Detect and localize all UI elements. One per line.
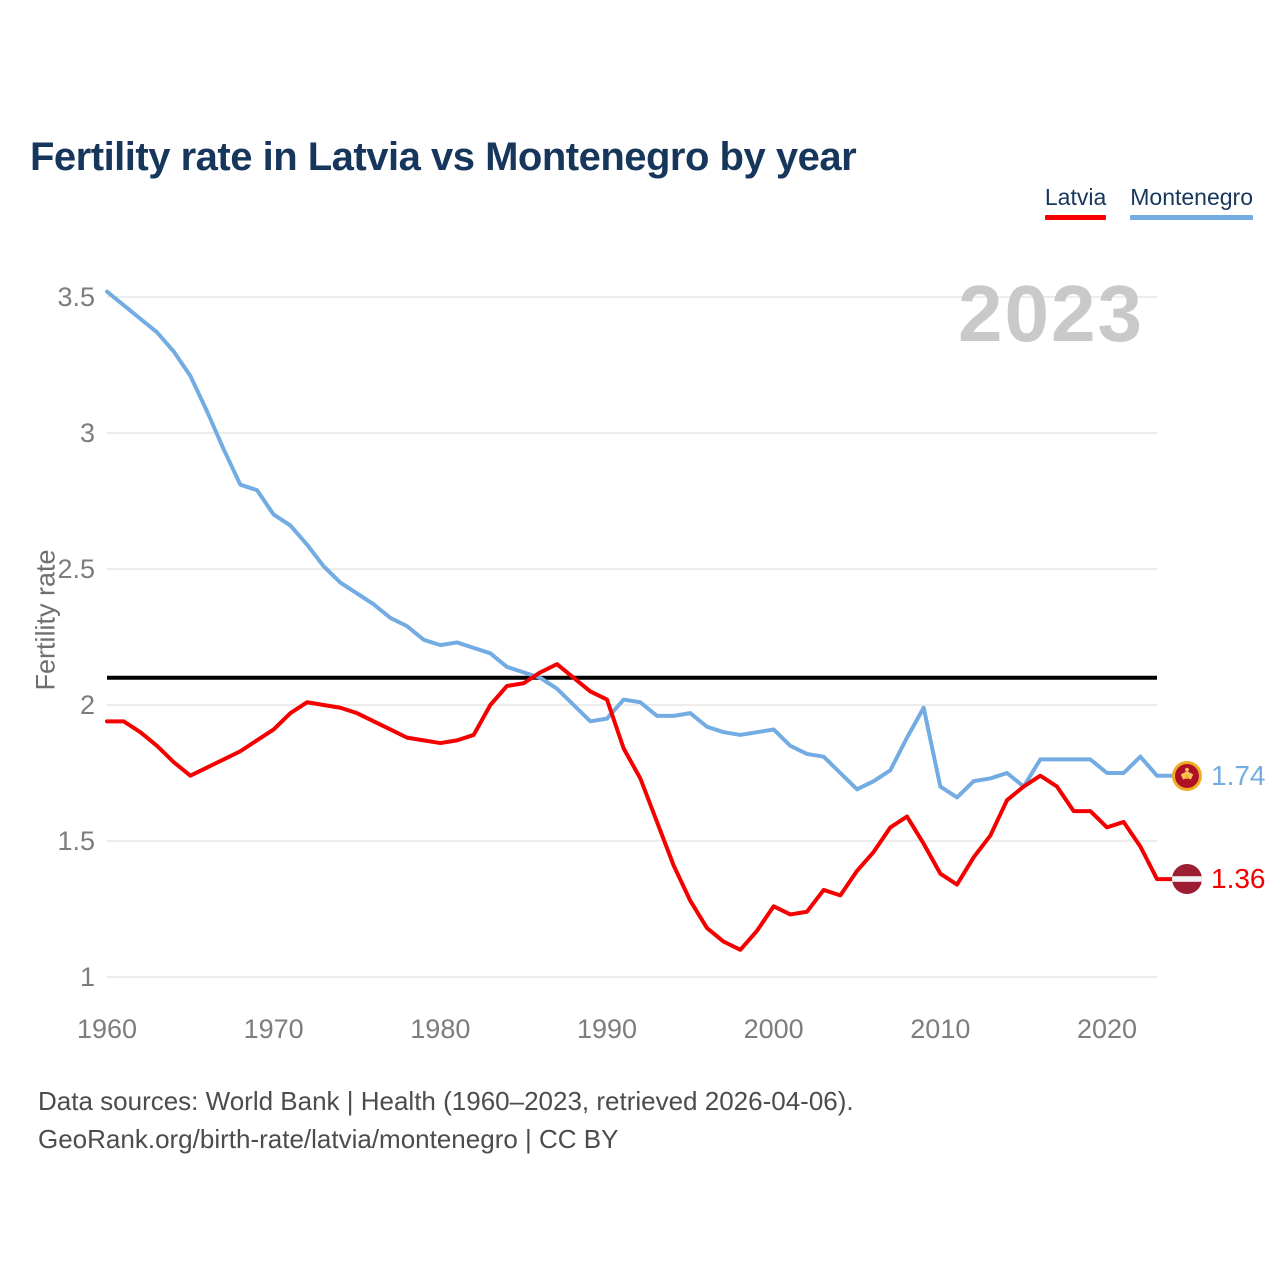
x-tick-label: 2000 [743,1014,804,1044]
x-tick-label: 1960 [76,1014,138,1044]
latvia-end-value: 1.36 [1211,863,1266,894]
footer-attribution: GeoRank.org/birth-rate/latvia/montenegro | CC BY [38,1124,619,1154]
watermark-year: 2023 [958,269,1144,358]
legend-label-latvia: Latvia [1044,184,1107,210]
latvia-flag-icon [1172,864,1202,894]
latvia-line [107,664,1172,950]
end-label-latvia [1172,863,1266,895]
y-tick-label: 3 [79,418,95,448]
montenegro-line [107,292,1172,798]
footer [38,1082,854,1158]
x-tick-label: 2010 [910,1014,971,1044]
y-tick-label: 2.5 [57,554,95,584]
y-tick-label: 2 [79,690,95,720]
legend-label-montenegro: Montenegro [1130,184,1253,210]
montenegro-end-value: 1.74 [1211,760,1266,791]
page-title: Fertility rate in Latvia vs Montenegro by year [30,134,857,179]
x-tick-label: 1970 [243,1014,304,1044]
x-tick-label: 1980 [410,1014,471,1044]
x-tick-label: 1990 [576,1014,638,1044]
y-tick-label: 1 [79,962,95,992]
x-tick-label: 2020 [1076,1014,1138,1044]
footer-sources: Data sources: World Bank | Health (1960–2023, retrieved 2026-04-06). [38,1086,854,1116]
montenegro-flag-icon [1172,761,1202,791]
y-axis-title: Fertility rate [30,549,61,691]
y-tick-label: 3.5 [57,282,95,312]
y-tick-label: 1.5 [57,826,95,856]
end-label-montenegro [1172,760,1266,792]
